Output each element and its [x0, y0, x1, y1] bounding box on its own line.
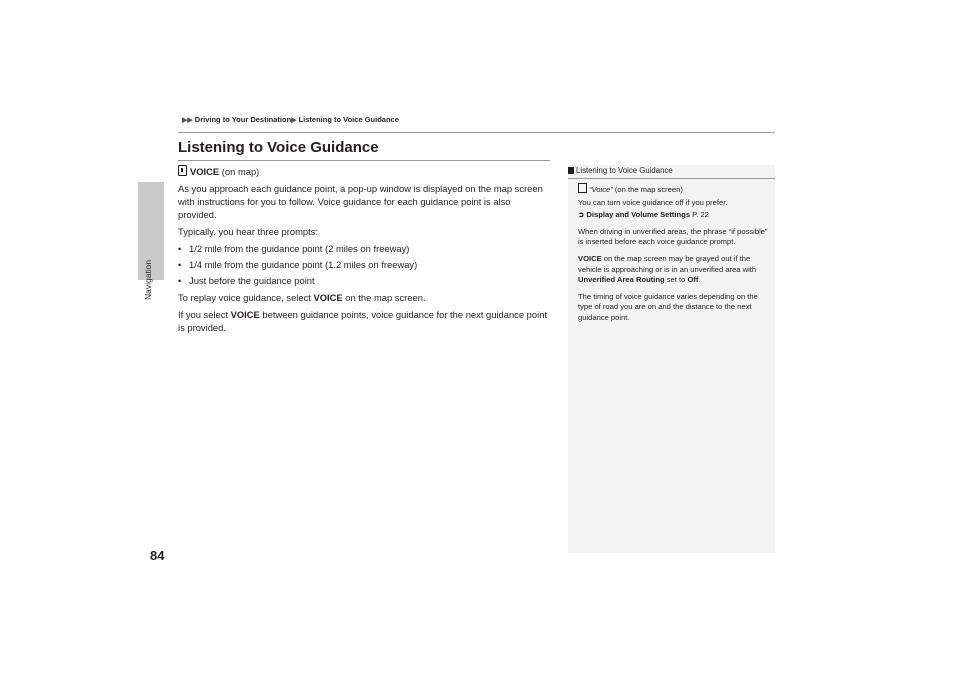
- paragraph: The timing of voice guidance varies depending on the type of road you are on and the distance to the next guidance point.: [578, 291, 758, 322]
- setting-name: Unverified Area Routing: [578, 275, 665, 285]
- text: on the map screen may be grayed out if the vehicle is approaching or is in an unverified area with: [578, 253, 757, 274]
- talk-button-icon: [578, 183, 587, 193]
- note-heading: [568, 166, 775, 175]
- home-key-icon: [178, 165, 187, 176]
- voice-label: VOICE: [190, 166, 220, 177]
- setting-value: Off: [687, 275, 699, 285]
- text: To replay voice guidance, select: [178, 292, 314, 303]
- list-item: • 1/2 mile from the guidance point (2 miles on freeway): [178, 242, 550, 255]
- paragraph: When driving in unverified areas, the phrase “if possible” is inserted before each voice guidance prompt.: [578, 226, 768, 247]
- text: on the map screen.: [342, 292, 426, 303]
- note-heading-text: Listening to Voice Guidance: [576, 166, 673, 175]
- paragraph: [178, 291, 550, 304]
- voice-command-line: [178, 165, 550, 178]
- link-arrow-icon: ➲: [578, 210, 585, 220]
- paragraph: Typically, you hear three prompts:: [178, 226, 318, 237]
- note-body: [578, 183, 770, 330]
- breadcrumb: [182, 115, 399, 124]
- voice-label: VOICE: [230, 309, 260, 320]
- link-text[interactable]: Display and Volume Settings: [586, 210, 691, 220]
- section-label: Navigation: [143, 259, 153, 300]
- text: set to: [664, 275, 688, 285]
- breadcrumb-item: Driving to Your Destination: [194, 115, 292, 124]
- main-content: [178, 165, 550, 338]
- voice-command-note: [578, 183, 770, 196]
- voice-label: VOICE: [578, 253, 602, 263]
- voice-suffix: (on map): [219, 166, 260, 177]
- link-page: P. 22: [690, 210, 709, 220]
- breadcrumb-arrow-icon: ▶▶: [182, 117, 193, 124]
- page-number: 84: [150, 548, 165, 563]
- note-marker-icon: [568, 167, 574, 174]
- voice-label: VOICE: [313, 292, 343, 303]
- title-divider: [178, 160, 550, 161]
- note-divider: [568, 178, 775, 179]
- list-item: • Just before the guidance point: [178, 274, 550, 287]
- paragraph: As you approach each guidance point, a pop-up window is displayed on the map screen with instructions for you to follow. Voice guidance for each guidance point is also provided.: [178, 183, 543, 220]
- paragraph: [178, 308, 550, 334]
- breadcrumb-item: Listening to Voice Guidance: [298, 115, 399, 124]
- header-divider: [178, 132, 775, 133]
- page-title: Listening to Voice Guidance: [178, 139, 379, 156]
- text: If you select: [178, 309, 231, 320]
- list-item: • 1/4 mile from the guidance point (1.2 miles on freeway): [178, 258, 550, 271]
- paragraph: You can turn voice guidance off if you prefer.: [578, 197, 728, 207]
- text: between guidance points, voice guidance for the next guidance point is provided.: [178, 309, 548, 333]
- prompt-list: [178, 242, 550, 287]
- paragraph: [578, 254, 770, 286]
- voice-command: “Voice”: [589, 185, 613, 194]
- text: (on the map screen): [612, 185, 683, 194]
- text: .: [698, 275, 701, 285]
- reference-link[interactable]: [578, 210, 770, 221]
- breadcrumb-arrow-icon: ▶: [291, 117, 297, 124]
